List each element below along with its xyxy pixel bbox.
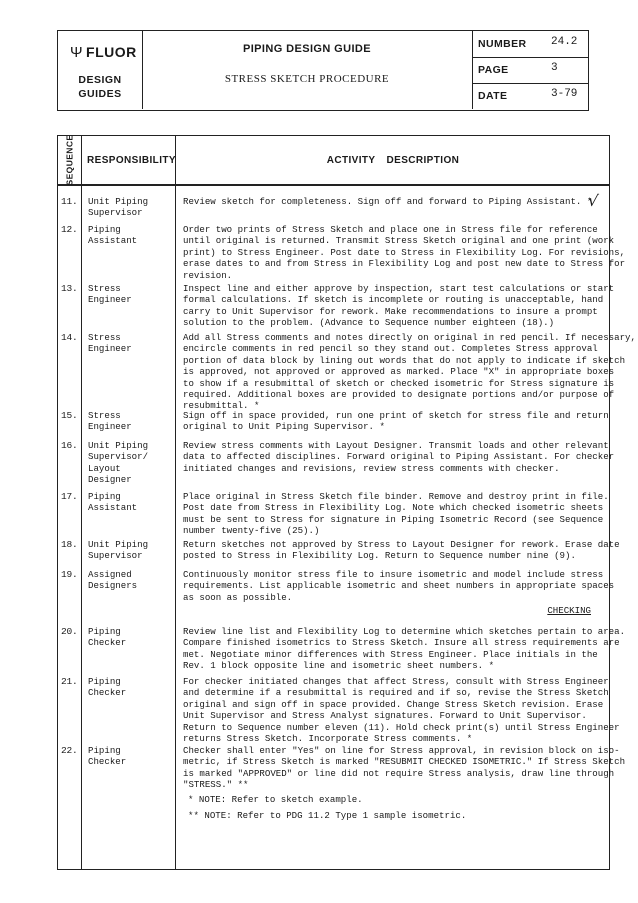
activity-line: Add all Stress comments and notes directly on original in red pencil. If necessary,: [183, 332, 636, 343]
column-divider: [175, 136, 176, 869]
document-header: [57, 30, 589, 111]
activity-line: Place original in Stress Sketch file binder. Remove and destroy print in file.: [183, 491, 609, 502]
activity-cell: [183, 332, 636, 412]
responsibility-cell: [88, 410, 173, 433]
activity-line: metric, if Stress Sketch is marked "RESUBMIT CHECKED ISOMETRIC." If Stress Sketch: [183, 756, 626, 768]
fluor-logo: [70, 44, 137, 61]
sequence-number: 14.: [61, 332, 78, 343]
design-label: DESIGN: [78, 74, 122, 86]
responsibility-line: Stress: [88, 410, 121, 421]
responsibility-line: Checker: [88, 687, 127, 699]
sequence-number: 18.: [61, 539, 78, 550]
activity-line: Post date from Stress in Flexibility Log. Note which checked isometric sheets: [183, 502, 604, 514]
date-value: 3-79: [551, 88, 578, 100]
document-title: PIPING DESIGN GUIDE: [242, 43, 371, 55]
activity-line: original and sign off in space provided. Change Stress Sketch revision. Erase: [183, 698, 604, 710]
activity-cell: [183, 283, 615, 329]
responsibility-cell: [88, 626, 173, 649]
activity-line: returns Stress Sketch. Incorporate Stress comments. *: [183, 733, 473, 745]
responsibility-cell: [88, 491, 173, 514]
footnote-sample-isometric: ** NOTE: Refer to PDG 11.2 Type 1 sample isometric.: [188, 810, 467, 821]
responsibility-line: Layout: [88, 462, 121, 474]
responsibility-line: Unit Piping: [88, 539, 149, 550]
activity-cell: [183, 491, 607, 537]
activity-line: Review stress comments with Layout Designer. Transmit loads and other relevant: [183, 440, 609, 451]
activity-line: to show if a resubmittal of sketch or checked isometric for Stress signature is: [183, 377, 615, 389]
activity-cell: [183, 626, 626, 672]
activity-cell: [183, 440, 615, 474]
number-value: 24.2: [551, 36, 578, 48]
responsibility-cell: [88, 745, 173, 768]
activity-line: Review line list and Flexibility Log to determine which sketches pertain to area.: [183, 626, 626, 637]
responsibility-cell: [88, 283, 173, 306]
responsibility-cell: [88, 539, 173, 562]
activity-line: print) to Stress Engineer. Post date to Stress in Flexibility Log. For revisions,: [183, 246, 626, 258]
activity-column-header: ACTIVITY DESCRIPTION: [326, 155, 460, 166]
responsibility-line: Piping: [88, 676, 121, 687]
activity-cell: [183, 676, 620, 745]
responsibility-line: Unit Piping: [88, 440, 149, 451]
document-subtitle: STRESS SKETCH PROCEDURE: [224, 73, 390, 85]
responsibility-column-header: RESPONSIBILITY: [87, 155, 176, 166]
sequence-number: 16.: [61, 440, 78, 451]
activity-line: revision.: [183, 269, 233, 281]
responsibility-line: Piping: [88, 745, 121, 756]
activity-cell: [183, 410, 607, 433]
activity-line: Return to Sequence number eleven (11). Hold check print(s) until Stress Engineer: [183, 721, 620, 733]
header-brand-block: [58, 31, 143, 109]
responsibility-line: Engineer: [88, 343, 132, 355]
responsibility-line: Engineer: [88, 294, 132, 306]
header-meta-block: [472, 31, 588, 109]
fluor-logo-mark-icon: Ψ: [70, 44, 84, 61]
responsibility-line: Supervisor: [88, 550, 143, 562]
sequence-number: 20.: [61, 626, 78, 637]
activity-line: Unit Supervisor and Stress Analyst signatures. Forward to Unit Supervisor.: [183, 710, 587, 722]
activity-line: number twenty-five (25).): [183, 525, 320, 537]
activity-line: as soon as possible.: [183, 591, 293, 603]
responsibility-line: Designers: [88, 580, 138, 592]
activity-cell: [183, 224, 626, 281]
checking-section-heading: CHECKING: [547, 605, 591, 616]
activity-line: For checker initiated changes that affect Stress, consult with Stress Engineer: [183, 676, 609, 687]
activity-line: required. Additional boxes are provided to designate portions and/or purpose of: [183, 389, 615, 401]
activity-line: met. Negotiate minor differences with Stress Engineer. Place initials in the: [183, 648, 598, 660]
responsibility-line: Assistant: [88, 235, 138, 247]
sequence-number: 12.: [61, 224, 78, 235]
activity-line: erase dates to and from Stress in Flexibility Log and post new date to Stress for: [183, 258, 626, 270]
page-label: PAGE: [478, 64, 509, 76]
activity-cell: [183, 569, 615, 603]
header-title-block: [142, 31, 472, 109]
responsibility-line: Assigned: [88, 569, 132, 580]
activity-cell: [183, 539, 620, 562]
activity-line: must be sent to Stress for signature in Piping Isometric Record (see Sequence: [183, 513, 604, 525]
page-row: [473, 57, 588, 84]
activity-line: carry to Unit Supervisor for rework. Make recommendations to insure a prompt: [183, 305, 598, 317]
responsibility-cell: [88, 440, 173, 486]
activity-line: portion of data block by lining out words that do not apply to indicate if sketch: [183, 354, 626, 366]
responsibility-line: Checker: [88, 756, 127, 768]
responsibility-line: Unit Piping: [88, 196, 149, 207]
sequence-column-header: [58, 136, 81, 184]
activity-line: posted to Stress in Flexibility Log. Return to Sequence number nine (9).: [183, 550, 576, 562]
responsibility-cell: [88, 569, 173, 592]
sequence-number: 11.: [61, 196, 78, 207]
activity-line: solution to the problem. (Advance to Sequence number eighteen (18).): [183, 317, 555, 329]
sequence-number: 15.: [61, 410, 78, 421]
guides-label: GUIDES: [78, 88, 122, 100]
activity-line: Continuously monitor stress file to insure isometric and model include stress: [183, 569, 604, 580]
footnote-sketch-example: * NOTE: Refer to sketch example.: [188, 794, 363, 805]
activity-line: Inspect line and either approve by inspection, start test calculations or start: [183, 283, 615, 294]
responsibility-cell: [88, 224, 173, 247]
header-divider: [58, 184, 609, 186]
activity-line: is marked "APPROVED" or line did not require Stress analysis, draw line through: [183, 767, 615, 779]
activity-line: Review sketch for completeness. Sign off and forward to Piping Assistant. *: [183, 196, 593, 207]
date-label: DATE: [478, 90, 508, 102]
number-label: NUMBER: [478, 38, 527, 50]
responsibility-line: Assistant: [88, 502, 138, 514]
activity-cell: [183, 745, 626, 791]
activity-line: Compare finished isometrics to Stress Sketch. Insure all stress requirements are: [183, 637, 620, 649]
activity-line: encircle comments in red pencil so they stand out. Completes Stress approval: [183, 343, 598, 355]
activity-line: until original is returned. Transmit Stress Sketch original and one print (work: [183, 235, 615, 247]
activity-line: formal calculations. If sketch is incomplete or routing is unacceptable, hand: [183, 294, 604, 306]
responsibility-line: Piping: [88, 491, 121, 502]
activity-line: Checker shall enter "Yes" on line for Stress approval, in revision block on iso-: [183, 745, 620, 756]
sequence-number: 17.: [61, 491, 78, 502]
responsibility-cell: [88, 332, 173, 355]
date-row: [473, 83, 588, 109]
responsibility-line: Piping: [88, 626, 121, 637]
responsibility-line: Piping: [88, 224, 121, 235]
activity-line: "STRESS." **: [183, 779, 249, 791]
responsibility-cell: [88, 676, 173, 699]
responsibility-line: Stress: [88, 332, 121, 343]
sequence-header-text: SEQUENCE: [64, 134, 75, 186]
responsibility-line: Supervisor: [88, 207, 143, 219]
page-value: 3: [551, 62, 558, 74]
activity-line: Sign off in space provided, run one print of sketch for stress file and return: [183, 410, 609, 421]
fluor-logo-text: FLUOR: [86, 44, 137, 60]
activity-line: Rev. 1 block opposite line and isometric sheet numbers. *: [183, 660, 495, 672]
activity-line: Return sketches not approved by Stress to Layout Designer for rework. Erase date: [183, 539, 620, 550]
responsibility-line: Engineer: [88, 421, 132, 433]
activity-line: and determine if a resubmittal is required and if so, revise the Stress Sketch: [183, 687, 609, 699]
sequence-number: 22.: [61, 745, 78, 756]
activity-line: Order two prints of Stress Sketch and place one in Stress file for reference: [183, 224, 598, 235]
number-row: [473, 31, 588, 58]
activity-line: requirements. List applicable isometric and sheet numbers in appropriate spaces: [183, 580, 615, 592]
responsibility-line: Stress: [88, 283, 121, 294]
check-mark-icon: √: [586, 190, 600, 211]
activity-line: is approved, not approved or approved as marked. Place "X" in appropriate boxes: [183, 366, 615, 378]
sequence-number: 13.: [61, 283, 78, 294]
responsibility-line: Supervisor/: [88, 451, 149, 463]
responsibility-line: Designer: [88, 474, 132, 486]
sequence-number: 19.: [61, 569, 78, 580]
sequence-number: 21.: [61, 676, 78, 687]
activity-line: original to Unit Piping Supervisor. *: [183, 421, 385, 433]
activity-line: resubmittal. *: [183, 400, 260, 412]
column-divider: [81, 136, 82, 869]
responsibility-line: Checker: [88, 637, 127, 649]
procedure-table: [57, 134, 636, 870]
activity-cell: [183, 196, 607, 207]
activity-line: initiated changes and revisions, review stress comments with checker.: [183, 462, 560, 474]
responsibility-cell: [88, 196, 173, 219]
activity-line: data to affected disciplines. Forward original to Piping Assistant. For checker: [183, 451, 615, 463]
